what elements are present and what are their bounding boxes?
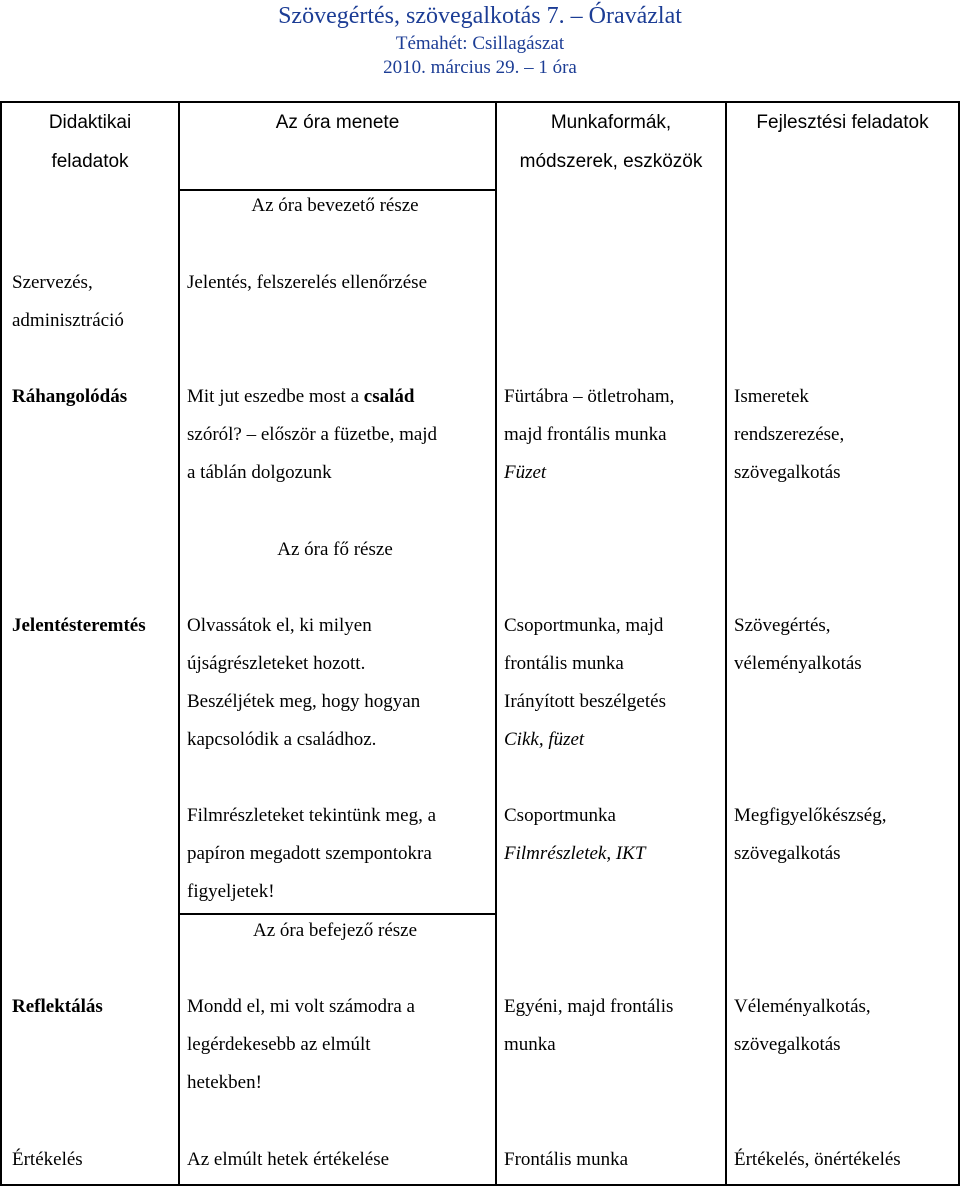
column-header-munkaformak-2: módszerek, eszközök — [519, 151, 703, 172]
fejl-reflektalas-2: szövegalkotás — [734, 1034, 841, 1055]
fejl-rahangolodas-2: rendszerezése, — [734, 424, 845, 445]
section-befejezo: Az óra befejező része — [252, 920, 418, 941]
column-header-didaktikai: Didaktikai — [48, 112, 132, 133]
task-szervezes-2: adminisztráció — [12, 310, 124, 331]
munka-reflektalas-1: Egyéni, majd frontális — [504, 996, 674, 1017]
menete-jelentesteremtes-3: Beszéljétek meg, hogy hogyan — [187, 691, 421, 712]
column-header-menete: Az óra menete — [275, 112, 400, 133]
table-left-border — [0, 101, 2, 1186]
column-header-didaktikai-2: feladatok — [51, 151, 129, 172]
munka-jelentesteremtes-4: Cikk, füzet — [504, 729, 585, 750]
munka-rahangolodas-1: Fürtábra – ötletroham, — [504, 386, 675, 407]
munka-jelentesteremtes-3: Irányított beszélgetés — [504, 691, 666, 712]
menete-rahangolodas-1: Mit jut eszedbe most a család — [187, 386, 415, 407]
document-theme: Témahét: Csillagászat — [395, 33, 565, 54]
task-reflektalas: Reflektálás — [12, 996, 103, 1017]
column-header-munkaformak: Munkaformák, — [550, 112, 672, 133]
document-date: 2010. március 29. – 1 óra — [383, 57, 577, 78]
menete-reflektalas-1: Mondd el, mi volt számodra a — [187, 996, 415, 1017]
column-divider-2 — [495, 101, 497, 1186]
fejl-rahangolodas-1: Ismeretek — [734, 386, 809, 407]
munka-film-2: Filmrészletek, IKT — [504, 843, 646, 864]
header-menete-bottom-border — [178, 189, 497, 191]
munka-ertekeles: Frontális munka — [504, 1149, 629, 1170]
task-jelentesteremtes: Jelentésteremtés — [12, 615, 146, 636]
menete-jelentesteremtes-4: kapcsolódik a családhoz. — [187, 729, 377, 750]
fejl-film-1: Megfigyelőkészség, — [734, 805, 887, 826]
menete-jelentesteremtes-2: újságrészleteket hozott. — [187, 653, 366, 674]
munka-jelentesteremtes-1: Csoportmunka, majd — [504, 615, 664, 636]
menete-film-3: figyeljetek! — [187, 881, 275, 902]
menete-reflektalas-3: hetekben! — [187, 1072, 262, 1093]
menete-jelentesteremtes-1: Olvassátok el, ki milyen — [187, 615, 372, 636]
menete-szervezes: Jelentés, felszerelés ellenőrzése — [187, 272, 428, 293]
fejl-jelentesteremtes-2: véleményalkotás — [734, 653, 862, 674]
task-ertekeles: Értékelés — [12, 1149, 83, 1170]
munka-reflektalas-2: munka — [504, 1034, 556, 1055]
column-divider-1 — [178, 101, 180, 1186]
menete-rahangolodas-2: szóról? – először a füzetbe, majd — [187, 424, 438, 445]
task-rahangolodas: Ráhangolódás — [12, 386, 128, 407]
column-header-fejlesztesi: Fejlesztési feladatok — [756, 112, 929, 133]
fejl-film-2: szövegalkotás — [734, 843, 841, 864]
film-row-bottom-border — [178, 913, 497, 915]
munka-jelentesteremtes-2: frontális munka — [504, 653, 624, 674]
column-divider-3 — [725, 101, 727, 1186]
menete-film-2: papíron megadott szempontokra — [187, 843, 432, 864]
menete-rahangolodas-3: a táblán dolgozunk — [187, 462, 332, 483]
menete-film-1: Filmrészleteket tekintünk meg, a — [187, 805, 437, 826]
document-title: Szövegértés, szövegalkotás 7. – Óravázlat — [278, 3, 682, 29]
fejl-jelentesteremtes-1: Szövegértés, — [734, 615, 831, 636]
section-fo: Az óra fő része — [277, 539, 393, 560]
munka-rahangolodas-3: Füzet — [504, 462, 547, 483]
table-top-border — [0, 101, 960, 103]
fejl-ertekeles: Értékelés, önértékelés — [734, 1149, 901, 1170]
fejl-rahangolodas-3: szövegalkotás — [734, 462, 841, 483]
munka-rahangolodas-2: majd frontális munka — [504, 424, 667, 445]
menete-reflektalas-2: legérdekesebb az elmúlt — [187, 1034, 371, 1055]
fejl-reflektalas-1: Véleményalkotás, — [734, 996, 871, 1017]
highlight-csalad: család — [363, 386, 415, 407]
munka-film-1: Csoportmunka — [504, 805, 616, 826]
section-bevezeto: Az óra bevezető része — [251, 195, 419, 216]
task-szervezes: Szervezés, — [12, 272, 93, 293]
menete-ertekeles: Az elmúlt hetek értékelése — [187, 1149, 390, 1170]
